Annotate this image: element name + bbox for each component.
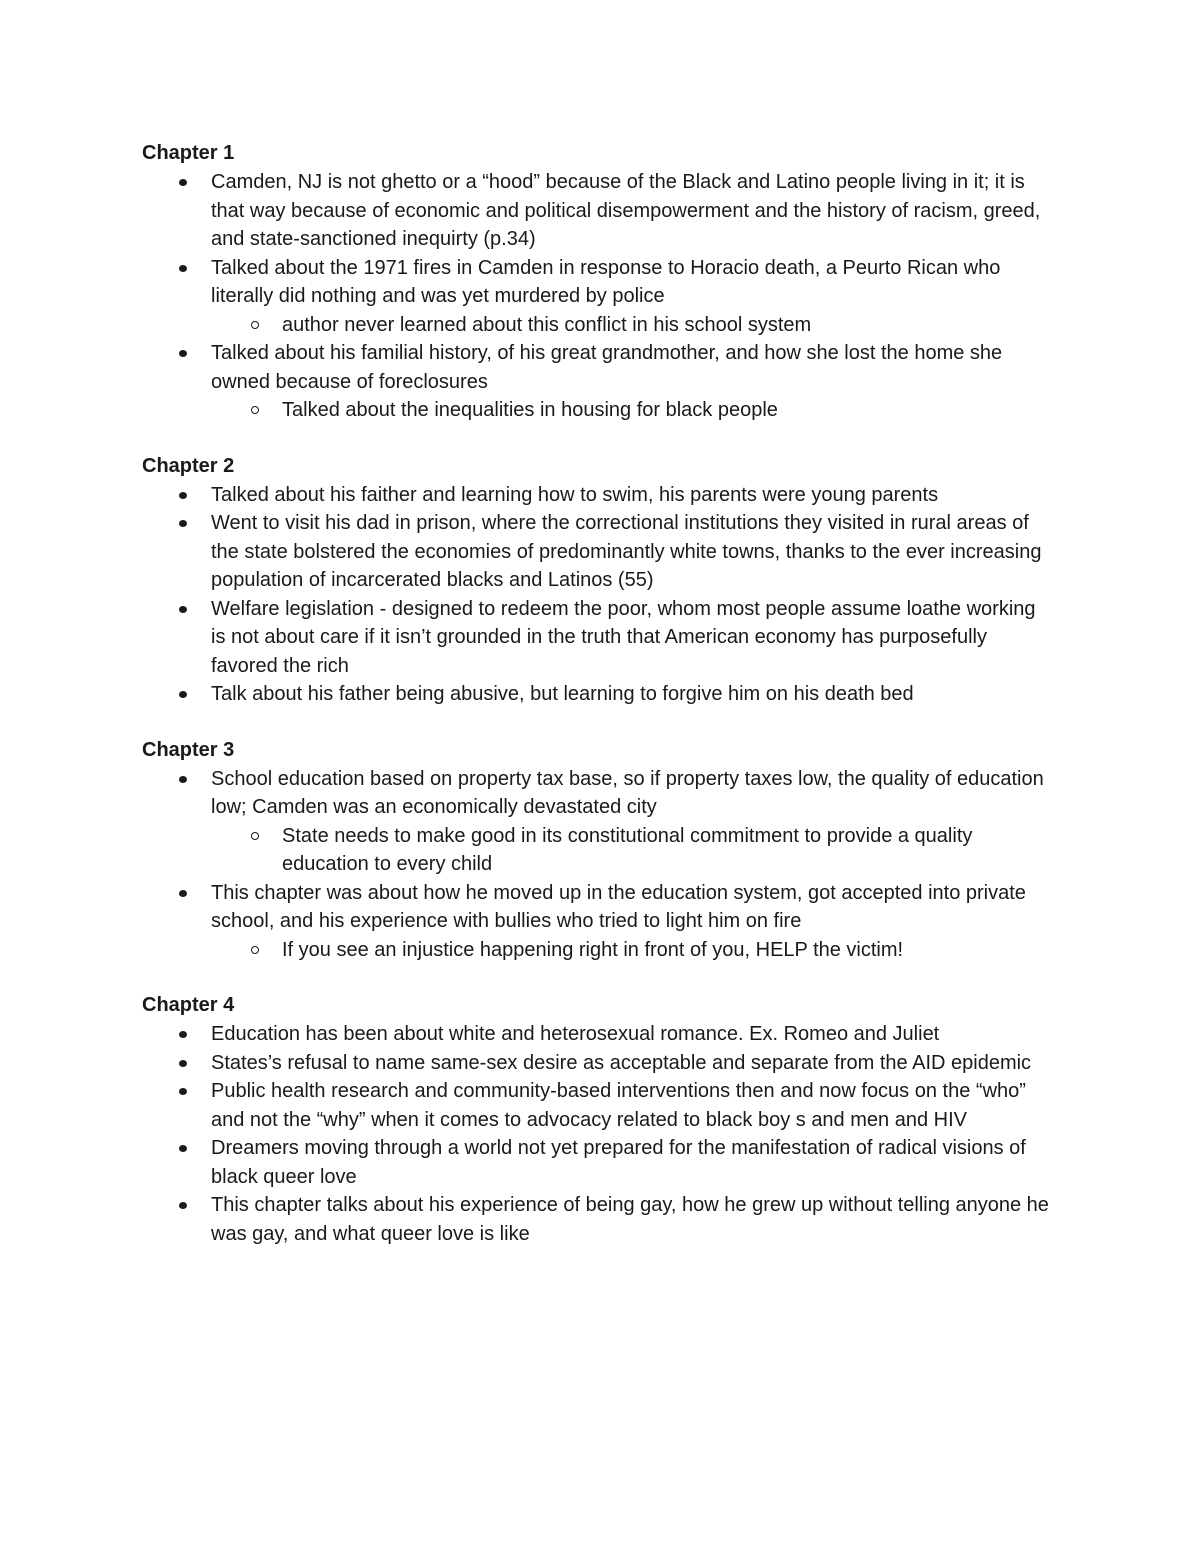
sub-list-item-text: Talked about the inequalities in housing for black people	[282, 399, 778, 421]
list-item-text: Talked about the 1971 fires in Camden in response to Horacio death, a Peurto Rican who literally did nothing and was yet murdered by police	[211, 256, 1001, 307]
list-item-text: Talked about his familial history, of his great grandmother, and how she lost the home she owned because of foreclosures	[211, 342, 1003, 393]
list-item	[142, 1077, 1052, 1134]
filled-bullet-icon	[179, 179, 187, 186]
filled-bullet-icon	[179, 1031, 187, 1038]
chapter-section	[142, 991, 1052, 1248]
sub-list-container	[142, 822, 1052, 879]
list-item	[142, 1134, 1052, 1191]
chapter-section	[142, 736, 1052, 965]
list-item	[142, 254, 1052, 311]
list-item-text: School education based on property tax base, so if property taxes low, the quality of education low; Camden was an economically devastated city	[211, 767, 1044, 818]
list-item	[142, 765, 1052, 822]
list-item-text: Talk about his father being abusive, but learning to forgive him on his death bed	[211, 683, 914, 705]
bullet-list	[142, 168, 1052, 425]
filled-bullet-icon	[179, 350, 187, 357]
sub-list-item-text: If you see an injustice happening right in front of you, HELP the victim!	[282, 938, 904, 961]
sub-list-container	[142, 396, 1052, 425]
filled-bullet-icon	[179, 265, 187, 272]
list-item	[142, 481, 1052, 510]
sub-bullet-list	[211, 822, 1052, 879]
sub-list-item-text: State needs to make good in its constitutional commitment to provide a quality education to every child	[282, 824, 973, 875]
hollow-bullet-icon	[251, 321, 259, 329]
sub-bullet-list	[211, 396, 1052, 425]
list-item	[142, 509, 1052, 595]
hollow-bullet-icon	[251, 406, 259, 414]
filled-bullet-icon	[179, 1088, 187, 1095]
bullet-list	[142, 481, 1052, 709]
filled-bullet-icon	[179, 1060, 187, 1067]
chapter-section	[142, 139, 1052, 425]
list-item	[142, 595, 1052, 681]
sub-bullet-list	[211, 936, 1052, 965]
filled-bullet-icon	[179, 1202, 187, 1209]
list-item-text: This chapter talks about his experience of being gay, how he grew up without telling anyone he was gay, and what queer love is like	[211, 1194, 1049, 1245]
bullet-list	[142, 1020, 1052, 1248]
sub-list-item-text: author never learned about this conflict in his school system	[282, 313, 812, 336]
list-item-text: States’s refusal to name same-sex desire as acceptable and separate from the AID epidemic	[211, 1051, 1032, 1074]
chapter-section	[142, 452, 1052, 709]
list-item	[142, 1020, 1052, 1049]
sub-bullet-list	[211, 311, 1052, 340]
list-item-text: Talked about his faither and learning how to swim, his parents were young parents	[211, 483, 939, 506]
list-item	[142, 1191, 1052, 1248]
list-item-text: Education has been about white and heterosexual romance. Ex. Romeo and Juliet	[211, 1023, 940, 1045]
list-item	[142, 1049, 1052, 1078]
list-item	[142, 680, 1052, 709]
filled-bullet-icon	[179, 492, 187, 499]
sub-list-item	[211, 936, 1052, 965]
sub-list-item	[211, 396, 1052, 425]
sub-list-item	[211, 311, 1052, 340]
hollow-bullet-icon	[251, 946, 259, 954]
filled-bullet-icon	[179, 606, 187, 613]
list-item	[142, 879, 1052, 936]
bullet-list	[142, 765, 1052, 965]
filled-bullet-icon	[179, 1145, 187, 1152]
list-item-text: Camden, NJ is not ghetto or a “hood” because of the Black and Latino people living in it; it is that way because of economic and political disempowerment and the history of racism, greed, and state-sanctioned inequirty (p.34)	[211, 171, 1041, 250]
list-item	[142, 168, 1052, 254]
filled-bullet-icon	[179, 520, 187, 527]
list-item-text: Dreamers moving through a world not yet prepared for the manifestation of radical visions of black queer love	[211, 1137, 1026, 1188]
chapter-heading: Chapter 3	[142, 738, 235, 761]
list-item-text: Went to visit his dad in prison, where the correctional institutions they visited in rural areas of the state bolstered the economies of predominantly white towns, thanks to the ever increasing population of incarcerated blacks and Latinos (55)	[211, 512, 1042, 591]
list-item-text: This chapter was about how he moved up in the education system, got accepted into private school, and his experience with bullies who tried to light him on fire	[211, 881, 1026, 932]
chapter-heading: Chapter 4	[142, 994, 235, 1016]
chapter-heading: Chapter 2	[142, 454, 235, 477]
chapter-heading: Chapter 1	[142, 142, 235, 164]
document-page	[142, 139, 1052, 1275]
list-item-text: Welfare legislation - designed to redeem the poor, whom most people assume loathe working is not about care if it isn’t grounded in the truth that American economy has purposefully favored the rich	[211, 597, 1036, 677]
list-item	[142, 339, 1052, 396]
sub-list-item	[211, 822, 1052, 879]
hollow-bullet-icon	[251, 832, 259, 840]
filled-bullet-icon	[179, 691, 187, 698]
list-item-text: Public health research and community-based interventions then and now focus on the “who” and not the “why” when it comes to advocacy related to black boy s and men and HIV	[211, 1080, 1026, 1131]
filled-bullet-icon	[179, 890, 187, 897]
sub-list-container	[142, 936, 1052, 965]
filled-bullet-icon	[179, 776, 187, 783]
sub-list-container	[142, 311, 1052, 340]
